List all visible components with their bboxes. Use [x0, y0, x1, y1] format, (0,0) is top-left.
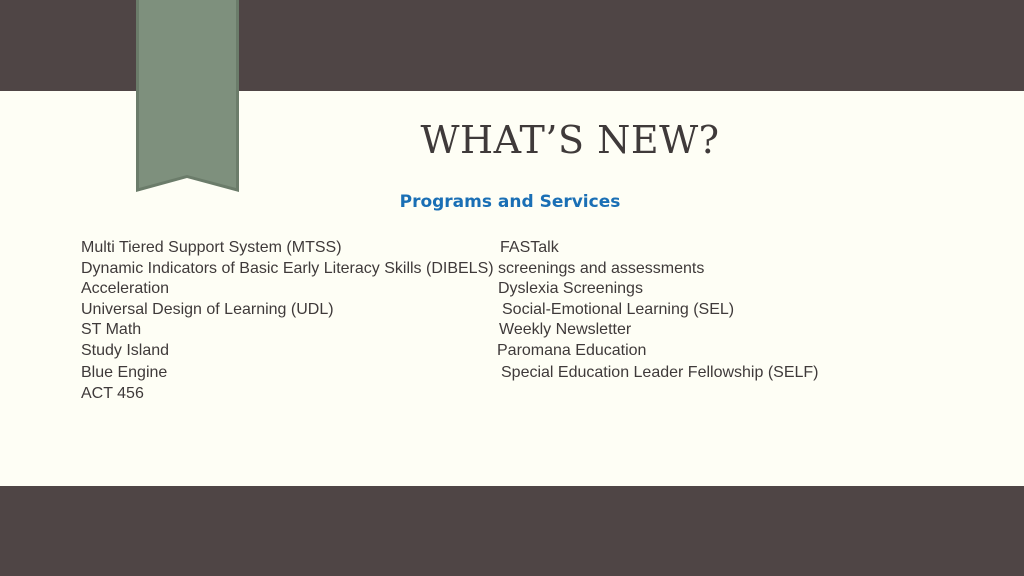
list-item: ACT 456 — [81, 385, 144, 402]
list-item: Blue Engine — [81, 364, 168, 381]
list-item: Social-Emotional Learning (SEL) — [502, 301, 735, 318]
bookmark-ribbon-icon — [136, 0, 239, 192]
list-item: Universal Design of Learning (UDL) — [81, 301, 334, 318]
list-item: Special Education Leader Fellowship (SELF) — [501, 364, 819, 381]
slide-title: WHAT’S NEW? — [420, 118, 720, 162]
list-item: Study Island — [81, 342, 170, 359]
list-item: Dynamic Indicators of Basic Early Literacy Skills (DIBELS) screenings and assessments — [81, 260, 705, 277]
list-item: Dyslexia Screenings — [498, 280, 643, 297]
list-item: Paromana Education — [497, 342, 647, 359]
list-item: Multi Tiered Support System (MTSS) — [81, 239, 342, 256]
list-item: FASTalk — [500, 239, 559, 256]
list-item: Acceleration — [81, 280, 170, 297]
slide-subtitle: Programs and Services — [399, 192, 621, 212]
list-item: ST Math — [81, 321, 142, 338]
list-item: Weekly Newsletter — [499, 321, 632, 338]
